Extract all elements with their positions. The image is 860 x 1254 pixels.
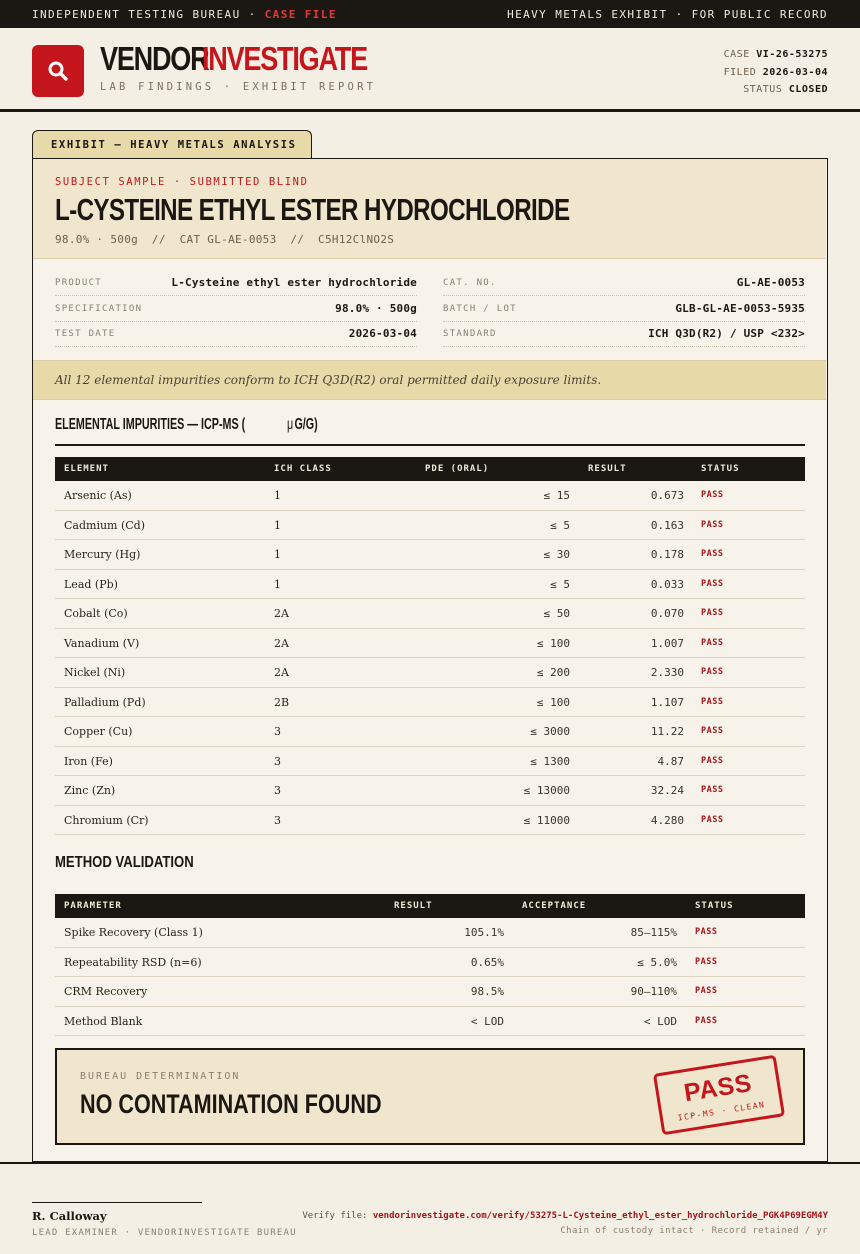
- spec-cat-no: CAT. NO. GL-AE-0053: [443, 271, 805, 296]
- bureau-determination: [55, 1048, 805, 1145]
- table-row: [55, 629, 805, 659]
- validation-section-title: METHOD VALIDATION: [55, 854, 194, 871]
- determination-kicker: BUREAU DETERMINATION: [80, 1071, 241, 1082]
- element-cell: Cobalt (Co): [64, 607, 128, 620]
- table-row: [55, 658, 805, 688]
- col-element: ELEMENT: [64, 464, 109, 474]
- col-pde: PDE (ORAL): [425, 464, 490, 474]
- ich-class-cell: 2A: [274, 666, 289, 679]
- signer-name: R. Calloway: [32, 1209, 107, 1223]
- spec-batch-lot: BATCH / LOT GLB-GL-AE-0053-5935: [443, 297, 805, 322]
- acceptance-cell: 85–115%: [630, 926, 677, 939]
- result-cell: 105.1%: [464, 926, 504, 939]
- case-number: VI-26-53275: [756, 49, 828, 60]
- table-row: [55, 806, 805, 836]
- result-cell: 0.163: [650, 518, 684, 532]
- col-parameter: PARAMETER: [64, 901, 122, 911]
- status-cell: PASS: [701, 814, 724, 825]
- case-meta: CASE VI-26-53275 FILED 2026-03-04 STATUS CLOSED: [723, 49, 828, 95]
- pde-cell: ≤ 5: [550, 518, 570, 532]
- element-cell: Arsenic (As): [64, 489, 132, 502]
- col-val-status: STATUS: [695, 901, 734, 911]
- parameter-cell: Repeatability RSD (n=6): [64, 955, 202, 969]
- ich-class-cell: 3: [274, 813, 281, 827]
- status-cell: PASS: [695, 986, 718, 996]
- parameter-cell: Method Blank: [64, 1014, 143, 1028]
- status-cell: PASS: [701, 490, 724, 500]
- logo[interactable]: [32, 45, 84, 97]
- pde-cell: ≤ 3000: [530, 725, 570, 738]
- status-cell: PASS: [701, 696, 724, 707]
- pde-cell: ≤ 30: [543, 548, 570, 561]
- status-cell: PASS: [701, 519, 724, 530]
- element-cell: Cadmium (Cd): [64, 518, 146, 532]
- status-cell: PASS: [701, 578, 724, 589]
- ich-class-cell: 1: [274, 518, 281, 532]
- determination-title: NO CONTAMINATION FOUND: [80, 1089, 382, 1119]
- result-cell: 4.280: [650, 813, 684, 827]
- validation-table-header: [55, 894, 805, 918]
- pde-cell: ≤ 5: [550, 577, 570, 591]
- table-row: [55, 948, 805, 978]
- col-acceptance: ACCEPTANCE: [522, 901, 587, 911]
- conformance-banner: All 12 elemental impurities conform to ICH Q3D(R2) oral permitted daily exposure limits.: [33, 360, 826, 400]
- spec-specification: SPECIFICATION 98.0% · 500g: [55, 297, 417, 322]
- element-cell: Copper (Cu): [64, 725, 133, 738]
- pde-cell: ≤ 100: [536, 636, 570, 650]
- pde-cell: ≤ 1300: [530, 754, 570, 768]
- top-bar-right: HEAVY METALS EXHIBIT · FOR PUBLIC RECORD: [507, 7, 828, 21]
- top-bar: [0, 0, 860, 28]
- brand-wordmark[interactable]: VENDORINVESTIGATE: [100, 40, 368, 77]
- element-cell: Iron (Fe): [64, 754, 113, 768]
- result-cell: 2.330: [650, 666, 684, 679]
- stamp-main: PASS: [682, 1068, 754, 1108]
- ich-class-cell: 1: [274, 548, 281, 561]
- spec-standard: STANDARD ICH Q3D(R2) / USP <232>: [443, 322, 805, 347]
- col-status: STATUS: [701, 464, 740, 474]
- ich-class-cell: 3: [274, 784, 281, 797]
- status-cell: PASS: [695, 1015, 718, 1026]
- table-row: [55, 918, 805, 948]
- section-rule: [55, 444, 805, 446]
- signature-line: [32, 1202, 202, 1203]
- acceptance-cell: < LOD: [643, 1014, 677, 1028]
- table-row: [55, 540, 805, 570]
- footer-rule: [0, 1162, 860, 1164]
- exhibit-tab: EXHIBIT — HEAVY METALS ANALYSIS: [32, 130, 312, 159]
- brand-tagline: LAB FINDINGS · EXHIBIT REPORT: [100, 81, 377, 93]
- filed-date: 2026-03-04: [762, 66, 828, 78]
- col-ich-class: ICH CLASS: [274, 464, 332, 474]
- ich-class-cell: 2B: [274, 695, 290, 709]
- impurities-table-header: [55, 457, 805, 481]
- table-row: [55, 977, 805, 1007]
- ich-class-cell: 3: [274, 725, 281, 738]
- subject-kicker: SUBJECT SAMPLE · SUBMITTED BLIND: [55, 176, 309, 188]
- status-cell: PASS: [701, 785, 724, 795]
- result-cell: 0.65%: [470, 955, 504, 969]
- result-cell: 11.22: [650, 725, 684, 738]
- col-val-result: RESULT: [394, 901, 433, 911]
- status-cell: PASS: [701, 667, 724, 677]
- element-cell: Mercury (Hg): [64, 548, 141, 561]
- ich-class-cell: 3: [274, 754, 281, 768]
- pde-cell: ≤ 11000: [523, 813, 570, 827]
- ich-class-cell: 2A: [274, 636, 289, 650]
- impurities-section-title: ELEMENTAL IMPURITIES — ICP-MS ( μG/G): [55, 416, 318, 433]
- custody-note: Chain of custody intact · Record retained / yr: [560, 1226, 828, 1236]
- status-cell: PASS: [701, 608, 724, 618]
- result-cell: 1.007: [650, 636, 684, 650]
- table-row: [55, 717, 805, 747]
- table-row: [55, 1007, 805, 1037]
- table-row: [55, 599, 805, 629]
- parameter-cell: CRM Recovery: [64, 985, 148, 998]
- status-cell: PASS: [695, 956, 718, 967]
- ich-class-cell: 2A: [274, 607, 289, 620]
- spec-product: PRODUCT L-Cysteine ethyl ester hydrochloride: [55, 271, 417, 296]
- result-cell: 0.673: [650, 489, 684, 502]
- acceptance-cell: 90–110%: [630, 985, 677, 998]
- table-row: [55, 747, 805, 777]
- pde-cell: ≤ 13000: [523, 784, 570, 797]
- status-cell: PASS: [701, 549, 724, 559]
- result-cell: 32.24: [650, 784, 684, 797]
- spec-test-date: TEST DATE 2026-03-04: [55, 322, 417, 347]
- table-row: [55, 688, 805, 718]
- subject-subline: 98.0% · 500g // CAT GL-AE-0053 // C5H12ClNO2S: [55, 233, 395, 246]
- pde-cell: ≤ 200: [536, 666, 570, 679]
- pde-cell: ≤ 15: [543, 489, 570, 502]
- table-row: [55, 481, 805, 511]
- element-cell: Palladium (Pd): [64, 695, 146, 709]
- table-row: [55, 776, 805, 806]
- top-bar-left: INDEPENDENT TESTING BUREAU · CASE FILE: [32, 7, 337, 21]
- result-cell: 4.87: [657, 754, 684, 768]
- status-cell: PASS: [695, 927, 718, 937]
- subject-title: L-CYSTEINE ETHYL ESTER HYDROCHLORIDE: [55, 192, 570, 227]
- status-cell: PASS: [701, 637, 724, 648]
- table-row: [55, 511, 805, 541]
- magnifier-icon: [46, 59, 70, 83]
- site-header: [0, 28, 860, 112]
- element-cell: Nickel (Ni): [64, 666, 126, 679]
- element-cell: Zinc (Zn): [64, 784, 116, 797]
- case-status: CLOSED: [788, 84, 828, 95]
- result-cell: 0.178: [650, 548, 684, 561]
- pde-cell: ≤ 50: [543, 607, 570, 620]
- pass-stamp: [653, 1055, 785, 1136]
- case-file-label: CASE FILE: [264, 7, 337, 21]
- result-cell: 98.5%: [470, 985, 504, 998]
- element-cell: Chromium (Cr): [64, 813, 149, 827]
- result-cell: 0.070: [650, 607, 684, 620]
- result-cell: 1.107: [650, 695, 684, 709]
- subject-header: [33, 159, 826, 259]
- acceptance-cell: ≤ 5.0%: [637, 955, 677, 969]
- verify-line: Verify file: vendorinvestigate.com/verify/53275-L-Cysteine_ethyl_ester_hydrochloride_PGK4P69EGM4Y: [302, 1211, 828, 1221]
- result-cell: 0.033: [650, 577, 684, 591]
- ich-class-cell: 1: [274, 489, 281, 502]
- table-row: [55, 570, 805, 600]
- ich-class-cell: 1: [274, 577, 281, 591]
- result-cell: < LOD: [470, 1014, 504, 1028]
- element-cell: Lead (Pb): [64, 577, 118, 591]
- status-cell: PASS: [701, 726, 724, 736]
- pde-cell: ≤ 100: [536, 695, 570, 709]
- stamp-sub: ICP-MS · CLEAN: [677, 1099, 766, 1123]
- status-cell: PASS: [701, 755, 724, 766]
- element-cell: Vanadium (V): [64, 636, 140, 650]
- exhibit-card: [32, 158, 828, 1162]
- col-result: RESULT: [588, 464, 627, 474]
- signer-role: LEAD EXAMINER · VENDORINVESTIGATE BUREAU: [32, 1228, 297, 1238]
- parameter-cell: Spike Recovery (Class 1): [64, 926, 203, 939]
- verify-link[interactable]: vendorinvestigate.com/verify/53275-L-Cysteine_ethyl_ester_hydrochloride_PGK4P69EGM4Y: [372, 1211, 828, 1221]
